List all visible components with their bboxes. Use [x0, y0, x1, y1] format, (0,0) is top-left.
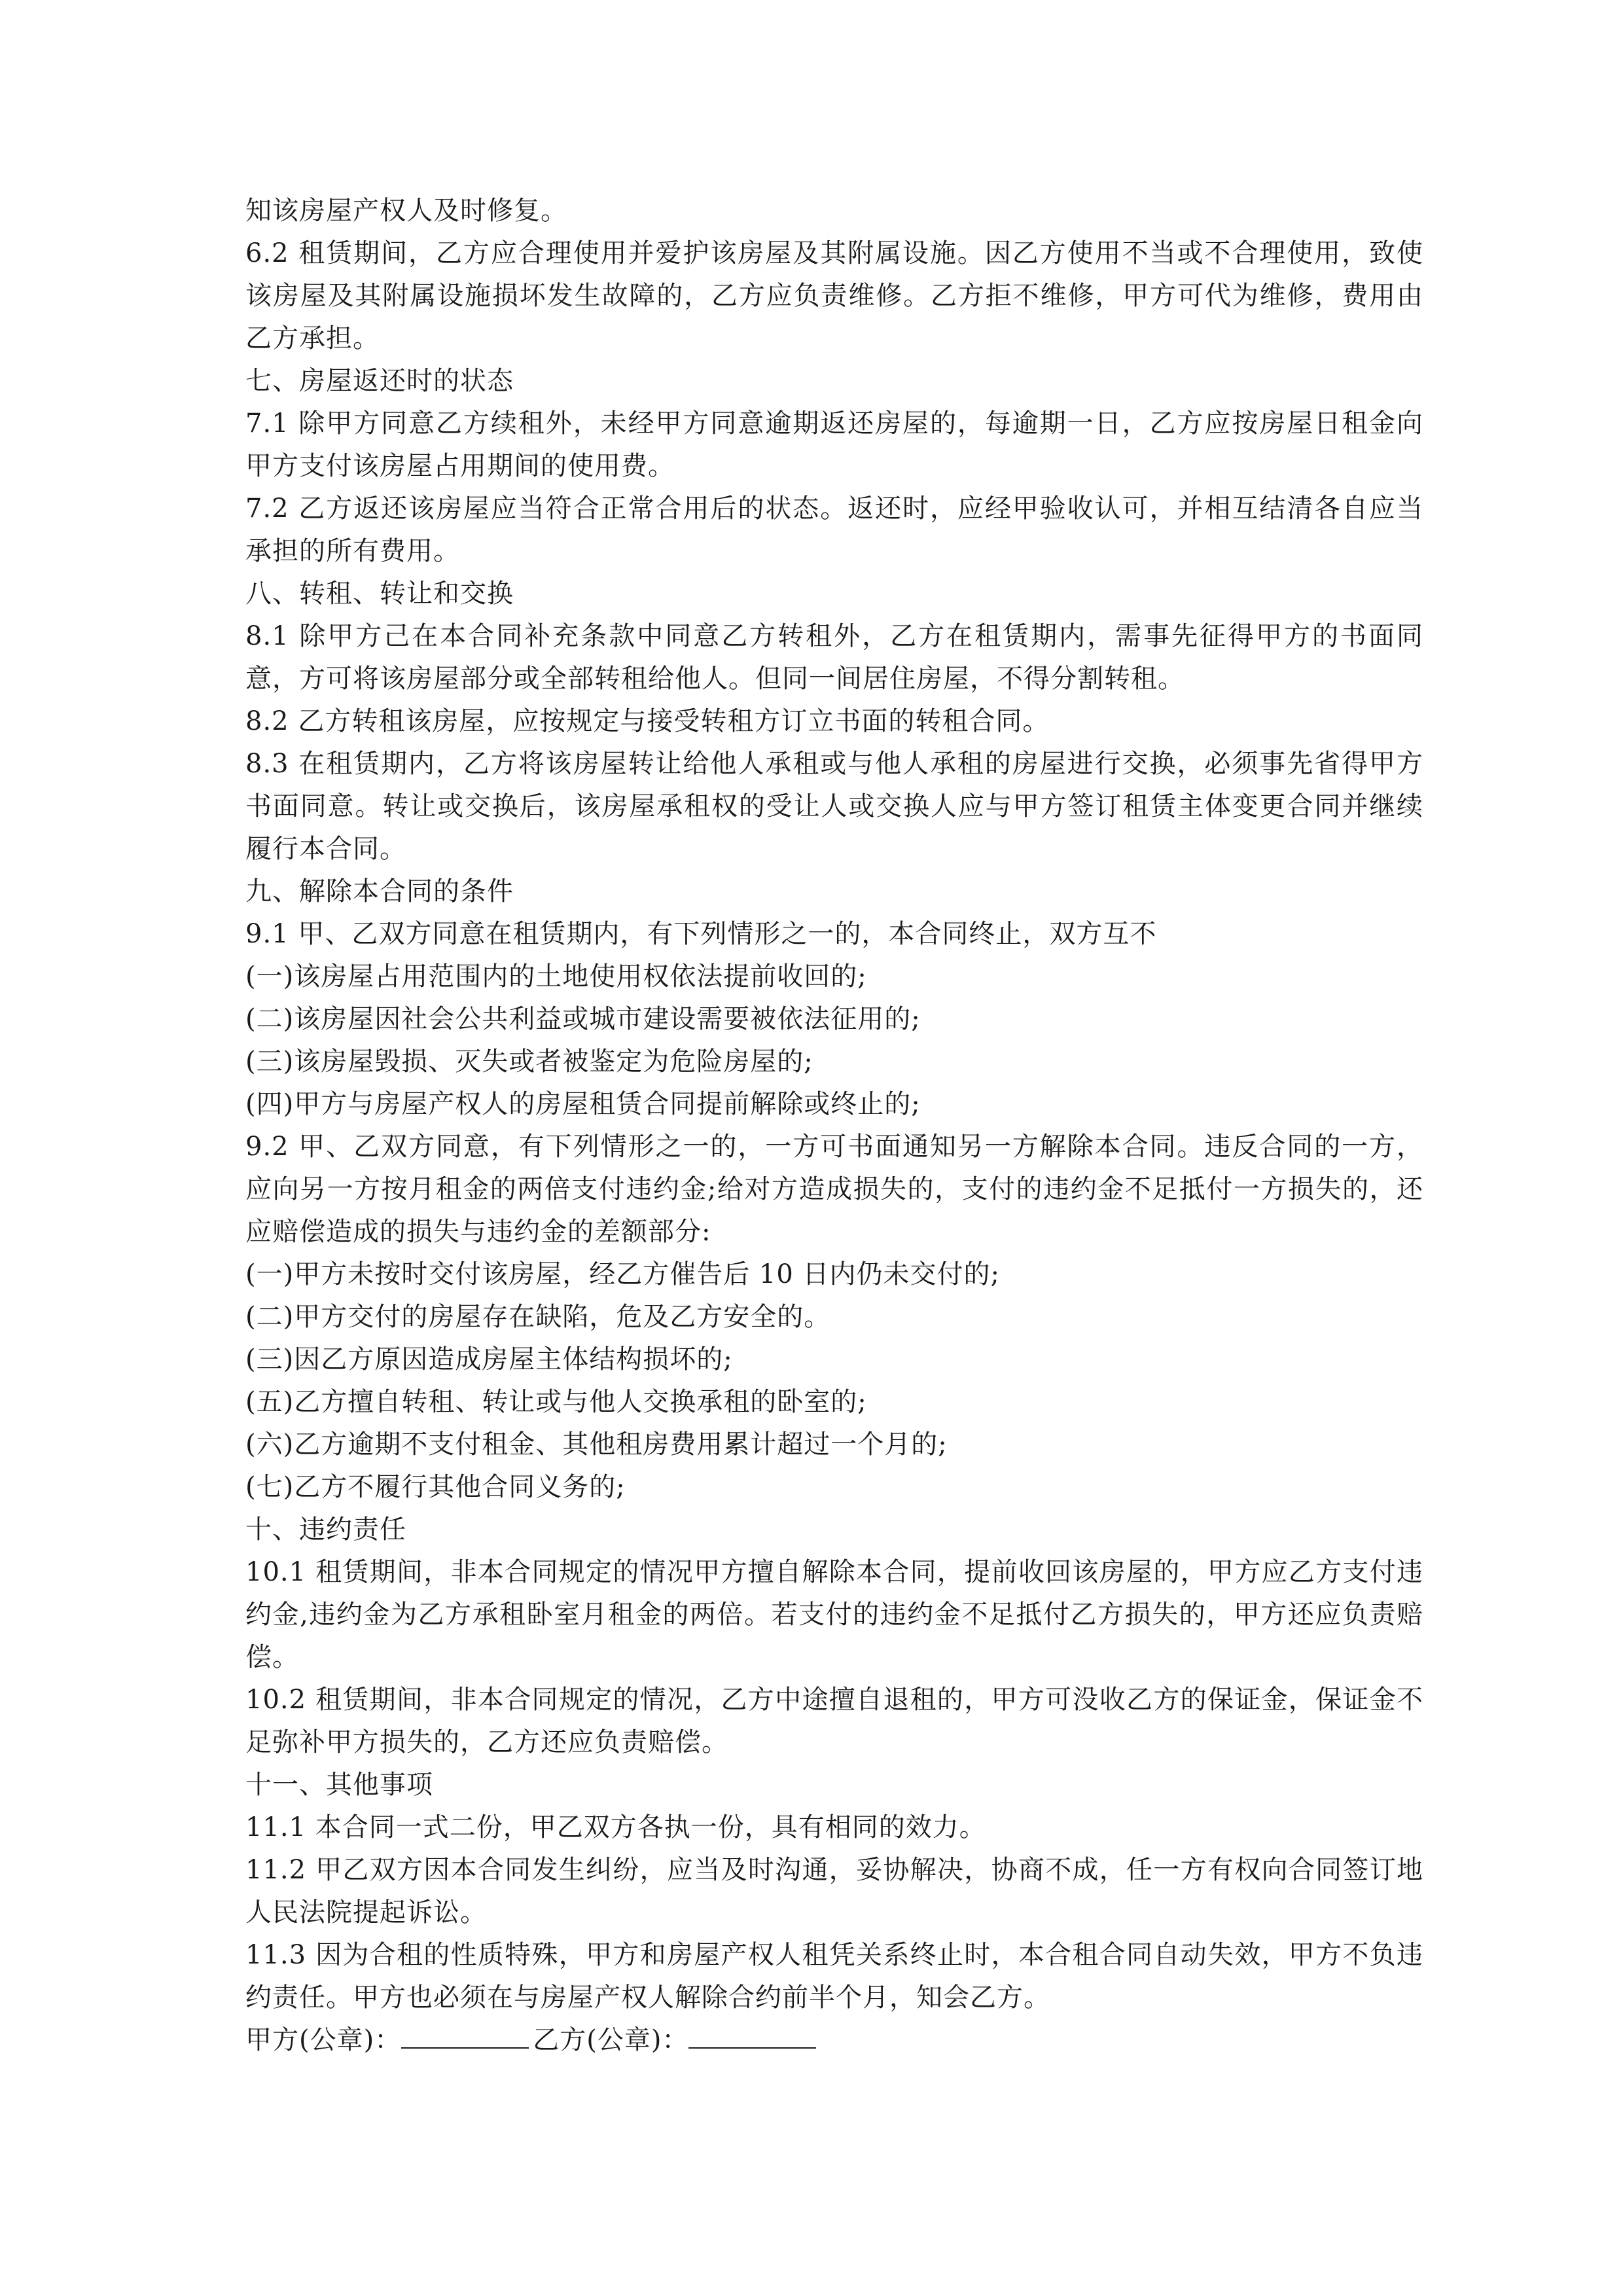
list-item: (五)乙方擅自转租、转让或与他人交换承租的卧室的; — [245, 1387, 867, 1417]
paragraph: 9.1 甲、乙双方同意在租赁期内，有下列情形之一的，本合同终止，双方互不 — [245, 919, 1157, 949]
paragraph: 8.3 在租赁期内，乙方将该房屋转让给他人承租或与他人承租的房屋进行交换，必须事先省得甲方书面同意。转让或交换后，该房屋承租权的受让人或交换人应与甲方签订租赁主体变更合同并继续履行本合同。 — [245, 749, 1423, 864]
list-item: (三)该房屋毁损、灭失或者被鉴定为危险房屋的; — [245, 1047, 813, 1077]
list-item: (三)因乙方原因造成房屋主体结构损坏的; — [245, 1344, 733, 1374]
paragraph: 9.2 甲、乙双方同意，有下列情形之一的，一方可书面通知另一方解除本合同。违反合同的一方，应向另一方按月租金的两倍支付违约金;给对方造成损失的，支付的违约金不足抵付一方损失的，还应赔偿造成的损失与违约金的差额部分: — [245, 1132, 1423, 1247]
section-heading: 八、转租、转让和交换 — [245, 579, 514, 609]
section-heading: 七、房屋返还时的状态 — [245, 366, 514, 396]
paragraph: 6.2 租赁期间，乙方应合理使用并爱护该房屋及其附属设施。因乙方使用不当或不合理使用，致使该房屋及其附属设施损坏发生故障的，乙方应负责维修。乙方拒不维修，甲方可代为维修，费用由乙方承担。 — [245, 238, 1423, 353]
paragraph: 7.1 除甲方同意乙方续租外，未经甲方同意逾期返还房屋的，每逾期一日，乙方应按房屋日租金向甲方支付该房屋占用期间的使用费。 — [245, 408, 1423, 481]
signature-line — [245, 2019, 1423, 2062]
paragraph: 8.2 乙方转租该房屋，应按规定与接受转租方订立书面的转租合同。 — [245, 706, 1050, 736]
paragraph: 11.3 因为合租的性质特殊，甲方和房屋产权人租凭关系终止时，本合租合同自动失效，甲方不负违约责任。甲方也必须在与房屋产权人解除合约前半个月，知会乙方。 — [245, 1940, 1423, 2013]
party-b-label: 乙方(公章)： — [533, 2025, 689, 2055]
list-item: (一)甲方未按时交付该房屋，经乙方催告后 10 日内仍未交付的; — [245, 1259, 1001, 1289]
paragraph: 7.2 乙方返还该房屋应当符合正常合用后的状态。返还时，应经甲验收认可，并相互结清各自应当承担的所有费用。 — [245, 493, 1423, 566]
list-item: (六)乙方逾期不支付租金、其他租房费用累计超过一个月的; — [245, 1429, 948, 1460]
list-item: (四)甲方与房屋产权人的房屋租赁合同提前解除或终止的; — [245, 1089, 921, 1119]
paragraph: 11.1 本合同一式二份，甲乙双方各执一份，具有相同的效力。 — [245, 1812, 986, 1842]
paragraph: 10.1 租赁期间，非本合同规定的情况甲方擅自解除本合同，提前收回该房屋的，甲方应乙方支付违约金,违约金为乙方承租卧室月租金的两倍。若支付的违约金不足抵付乙方损失的，甲方还应负责赔偿。 — [245, 1557, 1423, 1672]
party-b-blank — [688, 2021, 816, 2049]
paragraph: 8.1 除甲方己在本合同补充条款中同意乙方转租外，乙方在租赁期内，需事先征得甲方的书面同意，方可将该房屋部分或全部转租给他人。但同一间居住房屋，不得分割转租。 — [245, 621, 1423, 694]
section-heading: 十一、其他事项 — [245, 1770, 433, 1800]
paragraph: 10.2 租赁期间，非本合同规定的情况，乙方中途擅自退租的，甲方可没收乙方的保证金，保证金不足弥补甲方损失的，乙方还应负责赔偿。 — [245, 1685, 1423, 1757]
list-item: (二)该房屋因社会公共利益或城市建设需要被依法征用的; — [245, 1004, 921, 1034]
party-a-blank — [401, 2021, 529, 2049]
section-heading: 十、违约责任 — [245, 1515, 406, 1545]
section-heading: 九、解除本合同的条件 — [245, 876, 514, 906]
list-item: (二)甲方交付的房屋存在缺陷，危及乙方安全的。 — [245, 1302, 831, 1332]
party-a-label: 甲方(公章)： — [245, 2025, 402, 2055]
list-item: (七)乙方不履行其他合同义务的; — [245, 1472, 626, 1502]
paragraph: 知该房屋产权人及时修复。 — [245, 196, 567, 226]
paragraph: 11.2 甲乙双方因本合同发生纠纷，应当及时沟通，妥协解决，协商不成，任一方有权向合同签订地人民法院提起诉讼。 — [245, 1855, 1423, 1928]
contract-body — [245, 190, 1423, 2062]
list-item: (一)该房屋占用范围内的土地使用权依法提前收回的; — [245, 961, 867, 992]
